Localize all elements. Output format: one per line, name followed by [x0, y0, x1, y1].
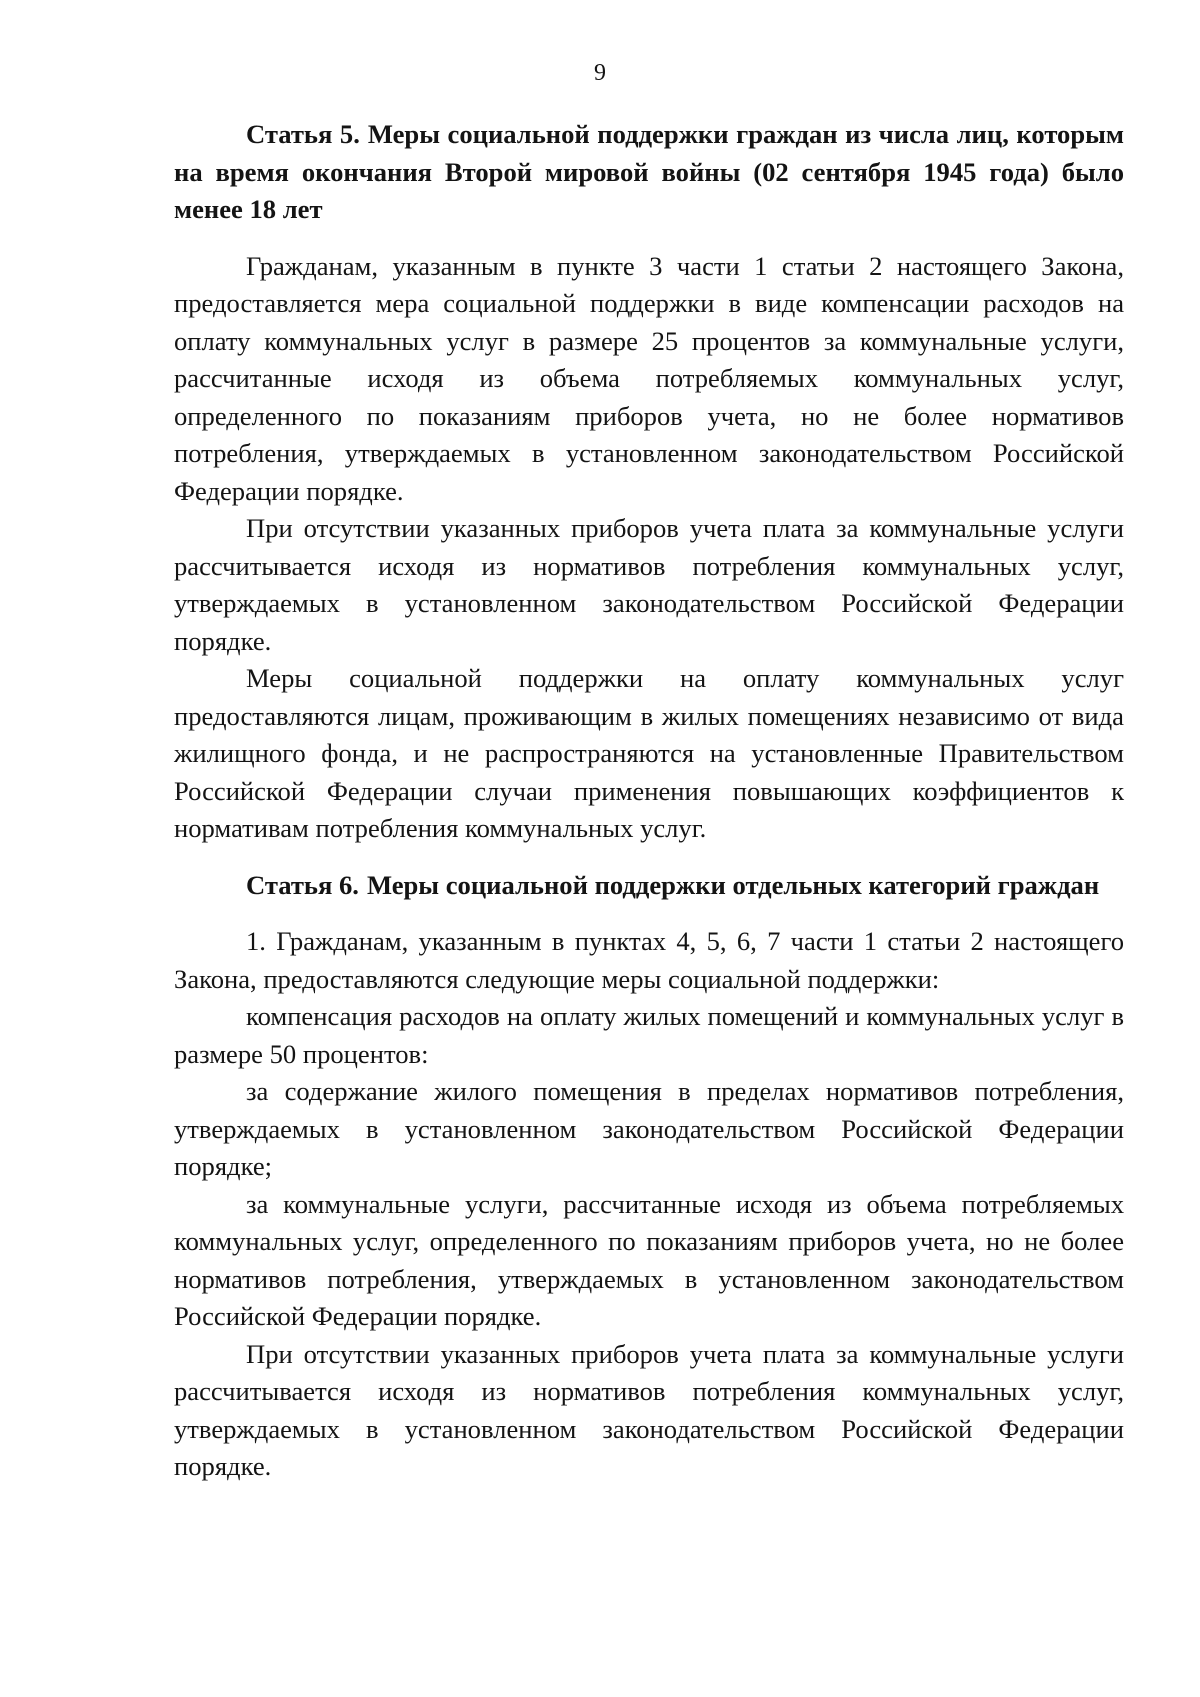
- article-5-title: Меры социальной поддержки граждан из числа лиц, которым на время окончания Второй мировой войны (02 сентября 1945 года) было менее 18 лет: [174, 119, 1124, 224]
- article-6-paragraph-3: за содержание жилого помещения в пределах нормативов потребления, утверждаемых в установленном законодательством Российской Федерации порядке;: [174, 1076, 1124, 1181]
- document-body: [174, 116, 1124, 1486]
- article-5-heading: [174, 116, 1124, 229]
- article-5-paragraph-2: При отсутствии указанных приборов учета плата за коммунальные услуги рассчитывается исходя из нормативов потребления коммунальных услуг, утверждаемых в установленном законодательством Российской Федерации порядке.: [174, 513, 1124, 656]
- article-5-paragraph-3: Меры социальной поддержки на оплату коммунальных услуг предоставляются лицам, проживающим в жилых помещениях независимо от вида жилищного фонда, и не распространяются на установленные Правительством Российской Федерации случаи применения повышающих коэффициентов к нормативам потребления коммунальных услуг.: [174, 663, 1124, 843]
- article-6-paragraph-4: за коммунальные услуги, рассчитанные исходя из объема потребляемых коммунальных услуг, определенного по показаниям приборов учета, но не более нормативов потребления, утверждаемых в установленном законодательством Российской Федерации порядке.: [174, 1188, 1124, 1331]
- article-6-title: Меры социальной поддержки отдельных категорий граждан: [366, 869, 1100, 900]
- article-6-paragraph-1: 1. Гражданам, указанным в пунктах 4, 5, 6, 7 части 1 статьи 2 настоящего Закона, предоставляются следующие меры социальной поддержки:: [174, 926, 1124, 994]
- article-6-label: Статья 6.: [246, 869, 359, 900]
- article-6-paragraph-2: компенсация расходов на оплату жилых помещений и коммунальных услуг в размере 50 процентов:: [174, 1001, 1124, 1069]
- article-6-paragraph-5: При отсутствии указанных приборов учета плата за коммунальные услуги рассчитывается исходя из нормативов потребления коммунальных услуг, утверждаемых в установленном законодательством Российской Федерации порядке.: [174, 1338, 1124, 1481]
- article-6-heading: [174, 867, 1124, 905]
- page-number: 9: [594, 60, 606, 86]
- article-5-label: Статья 5.: [246, 119, 360, 149]
- article-5-paragraph-1: Гражданам, указанным в пункте 3 части 1 статьи 2 настоящего Закона, предоставляется мера социальной поддержки в виде компенсации расходов на оплату коммунальных услуг в размере 25 процентов за коммунальные услуги, рассчитанные исходя из объема потребляемых коммунальных услуг, определенного по показаниям приборов учета, но не более нормативов потребления, утверждаемых в установленном законодательством Российской Федерации порядке.: [174, 250, 1124, 506]
